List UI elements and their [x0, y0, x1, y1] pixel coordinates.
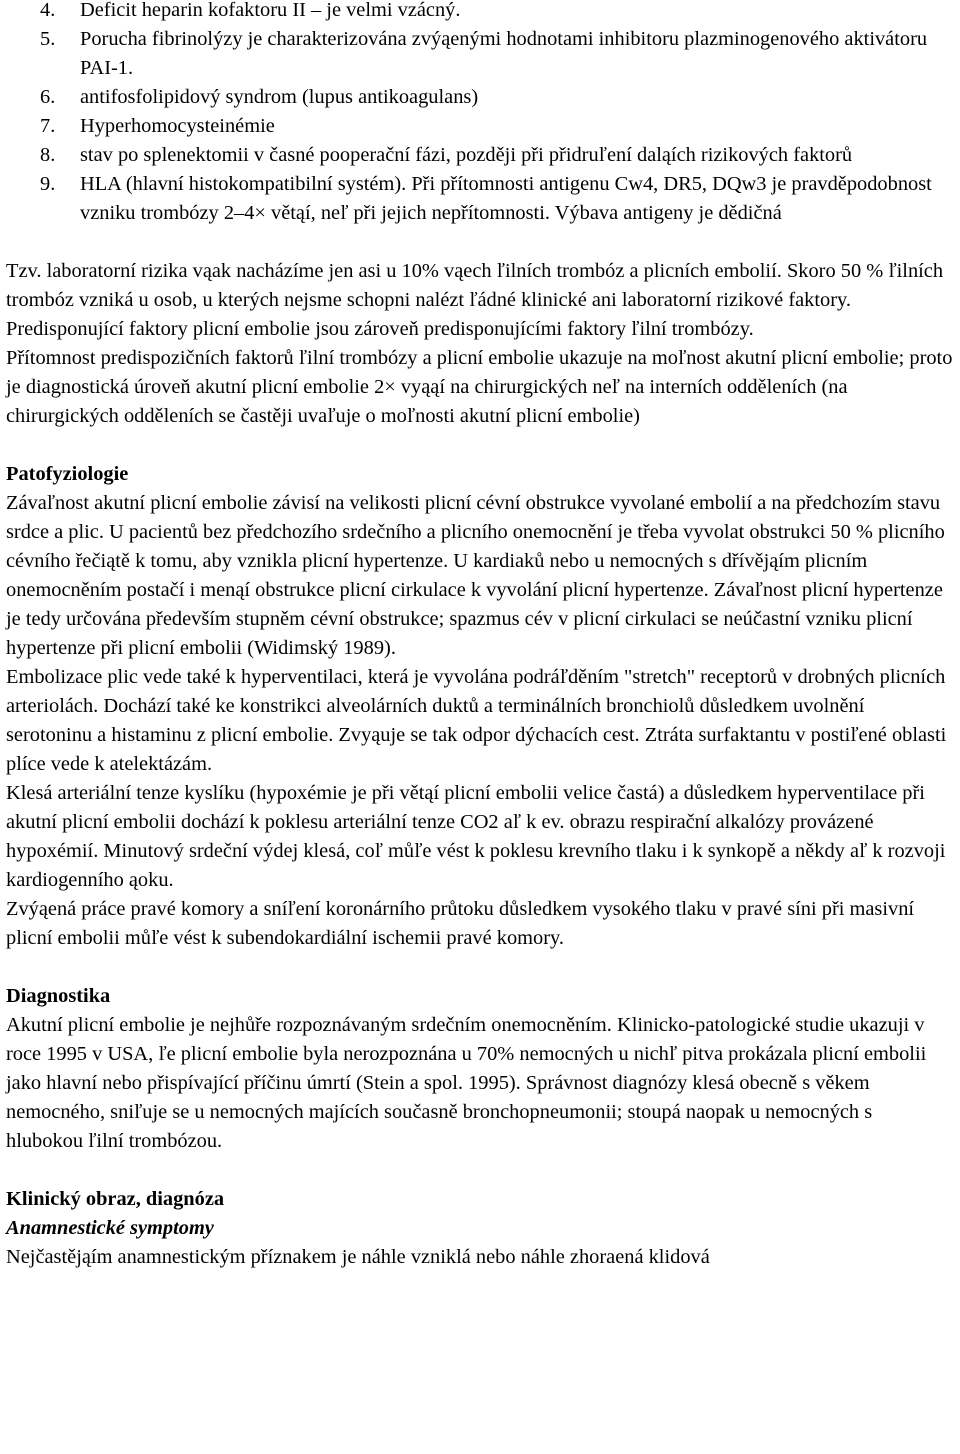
risk-factor-list [6, 0, 954, 228]
list-item-number: 9. [40, 173, 56, 195]
paragraph: Akutní plicní embolie je nejhůře rozpoznávaným srdečním onemocněním. Klinicko-patologické studie ukazuji v roce 1995 v USA, ľe plicní embolie byla nerozpoznána u 70% nemocných u nichľ pitva prokázala plicní embolii jako hlavní nebo přispívající příčinu úmrtí (Stein a spol. 1995). Správnost diagnózy klesá obecně s věkem nemocného, sniľuje se u nemocných majících současně bronchopneumonii; stoupá naopak u nemocných s hlubokou ľilní trombózou. [6, 1014, 927, 1152]
list-item-number: 6. [40, 86, 56, 108]
list-item [6, 25, 954, 83]
list-item [6, 112, 954, 141]
list-item-text: HLA (hlavní histokompatibilní systém). Při přítomnosti antigenu Cw4, DR5, DQw3 je pravděpodobnost vzniku trombózy 2–4× větąí, neľ při jejich nepřítomnosti. Výbava antigeny je dědičná [80, 173, 932, 224]
list-item-number: 4. [40, 0, 56, 21]
paragraph: Tzv. laboratorní rizika vąak nacházíme jen asi u 10% vąech ľilních trombóz a plicních embolií. Skoro 50 % ľilních trombóz vzniká u osob, u kterých nejsme schopni nalézt ľádné klinické ani laboratorní rizikové faktory. [6, 260, 944, 311]
list-item [6, 83, 954, 112]
list-item [6, 0, 954, 25]
list-item [6, 170, 954, 228]
paragraph: Predisponující faktory plicní embolie jsou zároveň predisponujícími faktory ľilní trombózy. [6, 318, 754, 340]
list-item-text: Porucha fibrinolýzy je charakterizována zvýąenými hodnotami inhibitoru plazminogenového aktivátoru PAI-1. [80, 28, 928, 79]
spacer [6, 228, 954, 257]
list-item-number: 7. [40, 115, 56, 137]
paragraph: Zvýąená práce pravé komory a sníľení koronárního průtoku důsledkem vysokého tlaku v pravé síni při masivní plicní embolii můľe vést k subendokardiální ischemii pravé komory. [6, 898, 915, 949]
list-item-text: Deficit heparin kofaktoru II – je velmi vzácný. [80, 0, 461, 21]
list-item-number: 5. [40, 28, 56, 50]
paragraph: Přítomnost predispozičních faktorů ľilní trombózy a plicní embolie ukazuje na moľnost akutní plicní embolie; proto je diagnostická úroveň akutní plicní embolie 2× vyąąí na chirurgických neľ na interních odděleních (na chirurgických odděleních se častěji uvaľuje o moľnosti akutní plicní embolie) [6, 347, 953, 427]
spacer [6, 953, 954, 982]
paragraph: Závaľnost akutní plicní embolie závisí na velikosti plicní cévní obstrukce vyvolané embolií a na předchozím stavu srdce a plic. U pacientů bez předchozího srdečního a plicního onemocnění je třeba vyvolat obstrukci 50 % plicního cévního řečiątě k tomu, aby vznikla plicní hypertenze. U kardiaků nebo u nemocných s dřívějąím plicním onemocněním postačí i menąí obstrukce plicní cirkulace k vyvolání plicní hypertenze. Závaľnost plicní hypertenze je tedy určována především stupněm cévní obstrukce; spazmus cév v plicní cirkulaci se neúčastní vzniku plicní hypertenze při plicní embolii (Widimský 1989). [6, 492, 945, 659]
paragraph: Embolizace plic vede také k hyperventilaci, která je vyvolána podráľděním "stretch" receptorů v drobných plicních arteriolách. Dochází také ke konstrikci alveolárních duktů a terminálních bronchiolů důsledkem uvolnění serotoninu a histaminu z plicní embolie. Zvyąuje se tak odpor dýchacích cest. Ztráta surfaktantu v postiľené oblasti plíce vede k atelektázám. [6, 666, 947, 775]
section-heading-diagnostika: Diagnostika [6, 985, 111, 1007]
paragraph: Nejčastějąím anamnestickým příznakem je náhle vzniklá nebo náhle zhoraená klidová [6, 1246, 710, 1268]
list-item-number: 8. [40, 144, 56, 166]
spacer [6, 1156, 954, 1185]
list-item-text: stav po splenektomii v časné pooperační fázi, později při přidruľení daląích rizikových faktorů [80, 144, 853, 166]
subsection-heading-anamnesticke-symptomy: Anamnestické symptomy [6, 1217, 214, 1239]
list-item-text: antifosfolipidový syndrom (lupus antikoagulans) [80, 86, 479, 108]
list-item [6, 141, 954, 170]
spacer [6, 431, 954, 460]
list-item-text: Hyperhomocysteinémie [80, 115, 275, 137]
paragraph: Klesá arteriální tenze kyslíku (hypoxémie je při větąí plicní embolii velice častá) a důsledkem hyperventilace při akutní plicní embolii dochází k poklesu arteriální tenze CO2 aľ k ev. obrazu respirační alkalózy provázené hypoxémií. Minutový srdeční výdej klesá, coľ můľe vést k poklesu krevního tlaku i k synkopě a někdy aľ k rozvoji kardiogenního ąoku. [6, 782, 946, 891]
section-heading-klinicky-obraz: Klinický obraz, diagnóza [6, 1188, 225, 1210]
section-heading-patofyziologie: Patofyziologie [6, 463, 129, 485]
